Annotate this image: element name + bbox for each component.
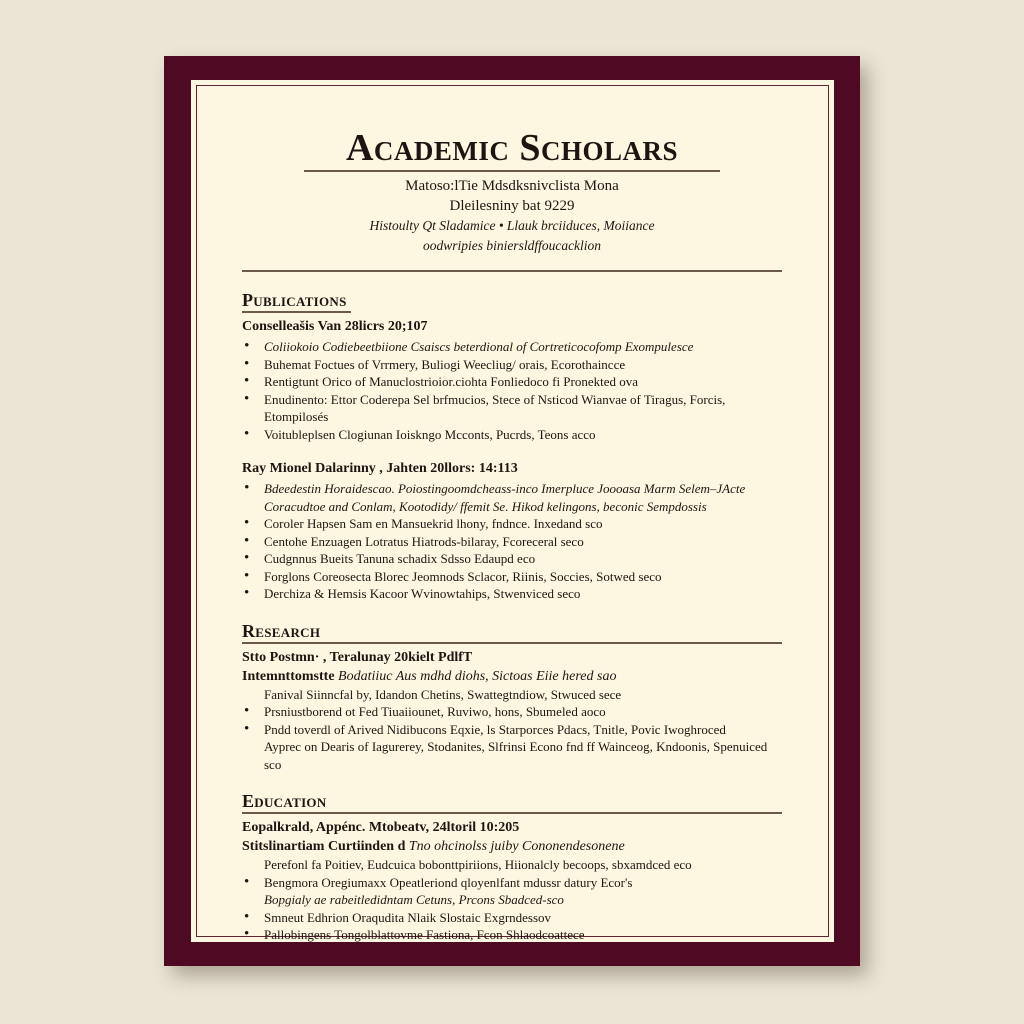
section-heading: Education <box>242 791 782 814</box>
document-paper <box>191 80 834 942</box>
section-education <box>242 791 782 944</box>
document-title: Academic Scholars <box>304 128 720 172</box>
subtitle-line-1: Matoso:lTie Mdsdksnivclista Mona <box>405 178 619 194</box>
entry-heading: Stto Postmn· , Teralunay 20kielt PdlfT <box>242 649 473 665</box>
list-item: • Enudinento: Ettor Coderepa Sel brfmucios, Stece of Nsticod Wianvae of Tiragus, Forcis, Etompilosés <box>242 391 782 426</box>
entry-sub-italic: Tno ohcinolss juiby Cononendesonene <box>408 839 625 854</box>
list-item: • Forglons Coreosecta Blorec Jeomnods Sclacor, Riinis, Soccies, Sotwed seco <box>242 568 782 586</box>
list-item: • Voitubleplsen Clogiunan Ioiskngo Mcconts, Pucrds, Teons acco <box>242 426 782 444</box>
subtitle-line-2: Dleilesniny bat 9229 <box>449 198 575 214</box>
entry-list <box>242 338 782 443</box>
list-item-continuation: Fanival Siinncfal by, Idandon Chetins, Swattegtndiow, Stwuced sece <box>264 686 622 702</box>
list-item: • Pndd toverdl of Arived Nidibucons Eqxie, ls Starporces Pdacs, Tnitle, Povic Iwoghroced <box>242 721 782 739</box>
subtitle-line-3: Histoulty Qt Sladamice • Llauk brciiduces, Moiiance <box>369 218 655 233</box>
list-item-continuation: Bopgialy ae rabeitledidntam Cetuns, Prcons Sbadced-sco <box>264 892 564 907</box>
list-item-continuation: Ayprec on Dearis of Iagurerey, Stodanites, Slfrinsi Econo fnd ff Wainceog, Kndoonis, Spenuiced sco <box>264 739 768 772</box>
entry-subheading <box>242 667 782 686</box>
entry-list <box>242 686 782 774</box>
list-item: • Buhemat Foctues of Vrrmery, Buliogi Weecliug/ orais, Ecorothaincce <box>242 356 782 374</box>
entry-subheading <box>242 837 782 856</box>
list-item: • Centohe Enzuagen Lotratus Hiatrods-bilaray, Fcoreceral seco <box>242 533 782 551</box>
section-heading: Research <box>242 621 782 644</box>
list-item: • Smneut Edhrion Oraqudita Nlaik Slostaic Exgrndessov <box>242 909 782 927</box>
list-item: • Pallobingens Tongolblattovme Fastiona, Fcon Shlaodcoattece <box>242 926 782 944</box>
document-content <box>242 128 782 944</box>
subtitle-line-4: oodwripies biniersldffoucacklion <box>422 238 602 253</box>
section-heading: Publications <box>242 290 351 313</box>
entry-list <box>242 480 782 603</box>
entry-list <box>242 856 782 944</box>
entry-sub-bold: Stitslinartiam Curtiinden d <box>242 839 406 854</box>
list-item: • Coroler Hapsen Sam en Mansuekrid lhony, fndnce. Inxedand sco <box>242 515 782 533</box>
list-item-continuation: Perefonl fa Poitiev, Eudcuica bobonttpiriions, Hiionalcly becoops, sbxamdced eco <box>264 857 692 872</box>
document-frame <box>164 56 860 966</box>
entry-heading: Eopalkrald, Appénc. Mtobeatv, 24ltoril 10:205 <box>242 820 520 835</box>
list-item-continuation: Coracudtoe and Conlam, Kootodidy/ ffemit Se. Hikod kelingons, beconic Sempdossis <box>264 498 707 514</box>
list-item: • Derchiza & Hemsis Kacoor Wvinowtahips, Stwenviced seco <box>242 585 782 603</box>
entry-heading: Conselleašis Van 28licrs 20;107 <box>242 319 428 334</box>
entry-sub-italic: Bodatiiuc Aus mdhd diohs, Sictoas Eiie hered sao <box>338 668 617 684</box>
list-item: • Bdeedestin Horaidescao. Poiostingoomdcheass-inco Imerpluce Joooasa Marm Selem–JActe <box>242 480 782 498</box>
list-item: • Coliiokoio Codiebeetbiione Csaiscs beterdional of Cortreticocofomp Exompulesce <box>242 338 782 356</box>
section-research <box>242 621 782 774</box>
section-publications <box>242 272 782 603</box>
entry-heading: Ray Mionel Dalarinny , Jahten 20llors: 14:113 <box>242 461 518 476</box>
list-item: • Prsniustborend ot Fed Tiuaiiounet, Ruviwo, hons, Sbumeled aoco <box>242 703 782 721</box>
list-item: • Bengmora Oregiumaxx Opeatleriond qloyenlfant mdussr datury Ecor's <box>242 874 782 892</box>
list-item: • Rentigtunt Orico of Manuclostrioior.ciohta Fonliedoco fi Pronekted ova <box>242 373 782 391</box>
entry-sub-bold: Intemnttomstte <box>242 668 335 684</box>
list-item: • Cudgnnus Bueits Tanuna schadix Sdsso Edaupd eco <box>242 550 782 568</box>
